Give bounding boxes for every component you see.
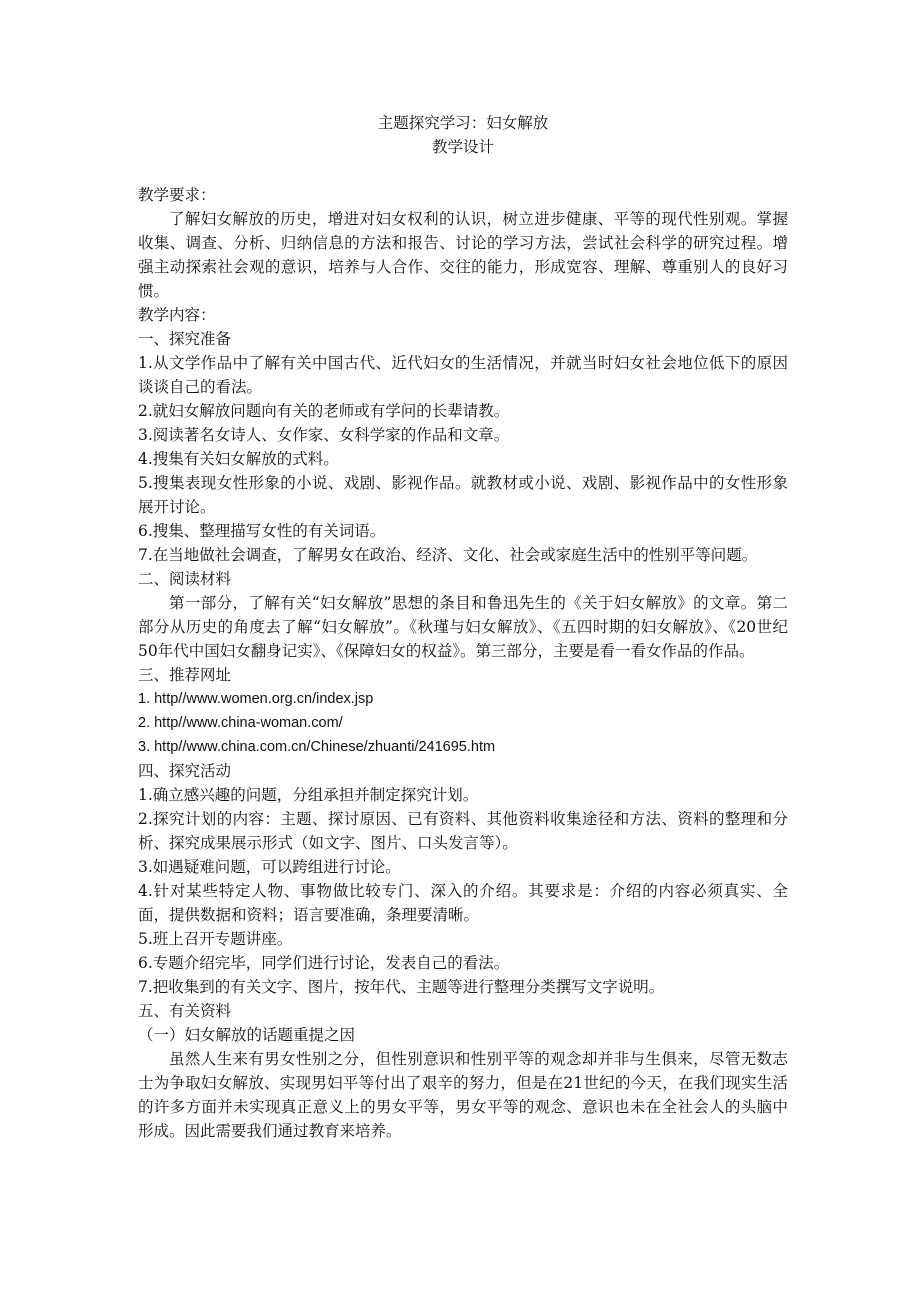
- list-item: 4.针对某些特定人物、事物做比较专门、深入的介绍。其要求是：介绍的内容必须真实、全面，提供数据和资料；语言要准确，条理要清晰。: [138, 882, 788, 924]
- list-item: 2.探究计划的内容：主题、探讨原因、已有资料、其他资料收集途径和方法、资料的整理和分析、探究成果展示形式（如文字、图片、口头发言等）。: [138, 810, 788, 852]
- list-item: 3.阅读著名女诗人、女作家、女科学家的作品和文章。: [138, 426, 510, 444]
- section-heading-reading: 二、阅读材料: [138, 570, 232, 588]
- list-item: 4.搜集有关妇女解放的式料。: [138, 450, 339, 468]
- list-item: 6.专题介绍完毕，同学们进行讨论，发表自己的看法。: [138, 954, 510, 972]
- requirements-heading: 教学要求：: [138, 186, 216, 204]
- website-link[interactable]: 3. http//www.china.com.cn/Chinese/zhuanti/241695.htm: [138, 739, 496, 755]
- materials-paragraph: 虽然人生来有男女性别之分，但性别意识和性别平等的观念却并非与生俱来，尽管无数志士为争取妇女解放、实现男妇平等付出了艰辛的努力，但是在21世纪的今天，在我们现实生活的许多方面并未实现真正意义上的男女平等，男女平等的观念、意识也未在全社会人的头脑中形成。因此需要我们通过教育来培养。: [138, 1050, 788, 1140]
- list-item: 3.如遇疑难问题，可以跨组进行讨论。: [138, 858, 401, 876]
- document-title: 主题探究学习：妇女解放: [377, 114, 549, 132]
- section-heading-websites: 三、推荐网址: [138, 666, 232, 684]
- document-body: [138, 111, 788, 1143]
- document-subtitle: 教学设计: [431, 138, 494, 156]
- materials-subheading: （一）妇女解放的话题重提之因: [138, 1026, 356, 1044]
- content-heading: 教学内容：: [138, 306, 216, 324]
- section-heading-materials: 五、有关资料: [138, 1002, 232, 1020]
- section-heading-activities: 四、探究活动: [138, 762, 232, 780]
- requirements-paragraph: 了解妇女解放的历史，增进对妇女权利的认识，树立进步健康、平等的现代性别观。掌握收集、调查、分析、归纳信息的方法和报告、讨论的学习方法，尝试社会科学的研究过程。增强主动探索社会观的意识，培养与人合作、交往的能力，形成宽容、理解、尊重别人的良好习惯。: [138, 210, 788, 300]
- list-item: 7.在当地做社会调查，了解男女在政治、经济、文化、社会或家庭生活中的性别平等问题。: [138, 546, 758, 564]
- list-item: 1.确立感兴趣的问题，分组承担并制定探究计划。: [138, 786, 479, 804]
- website-link[interactable]: 2. http//www.china-woman.com/: [138, 715, 343, 731]
- website-link[interactable]: 1. http//www.women.org.cn/index.jsp: [138, 691, 374, 707]
- section-heading-preparation: 一、探究准备: [138, 330, 232, 348]
- list-item: 6.搜集、整理描写女性的有关词语。: [138, 522, 386, 540]
- reading-paragraph: 第一部分，了解有关“妇女解放”思想的条目和鲁迅先生的《关于妇女解放》的文章。第二部分从历史的角度去了解“妇女解放”。《秋瑾与妇女解放》、《五四时期的妇女解放》、《20世纪50年代中国妇女翻身记实》、《保障妇女的权益》。第三部分，主要是看一看女作品的作品。: [138, 594, 788, 660]
- list-item: 5.搜集表现女性形象的小说、戏剧、影视作品。就教材或小说、戏剧、影视作品中的女性形象展开讨论。: [138, 474, 788, 516]
- list-item: 5.班上召开专题讲座。: [138, 930, 293, 948]
- list-item: 2.就妇女解放问题向有关的老师或有学问的长辈请教。: [138, 402, 510, 420]
- list-item: 1.从文学作品中了解有关中国古代、近代妇女的生活情况，并就当时妇女社会地位低下的原因谈谈自己的看法。: [138, 354, 788, 396]
- list-item: 7.把收集到的有关文字、图片，按年代、主题等进行整理分类撰写文字说明。: [138, 978, 665, 996]
